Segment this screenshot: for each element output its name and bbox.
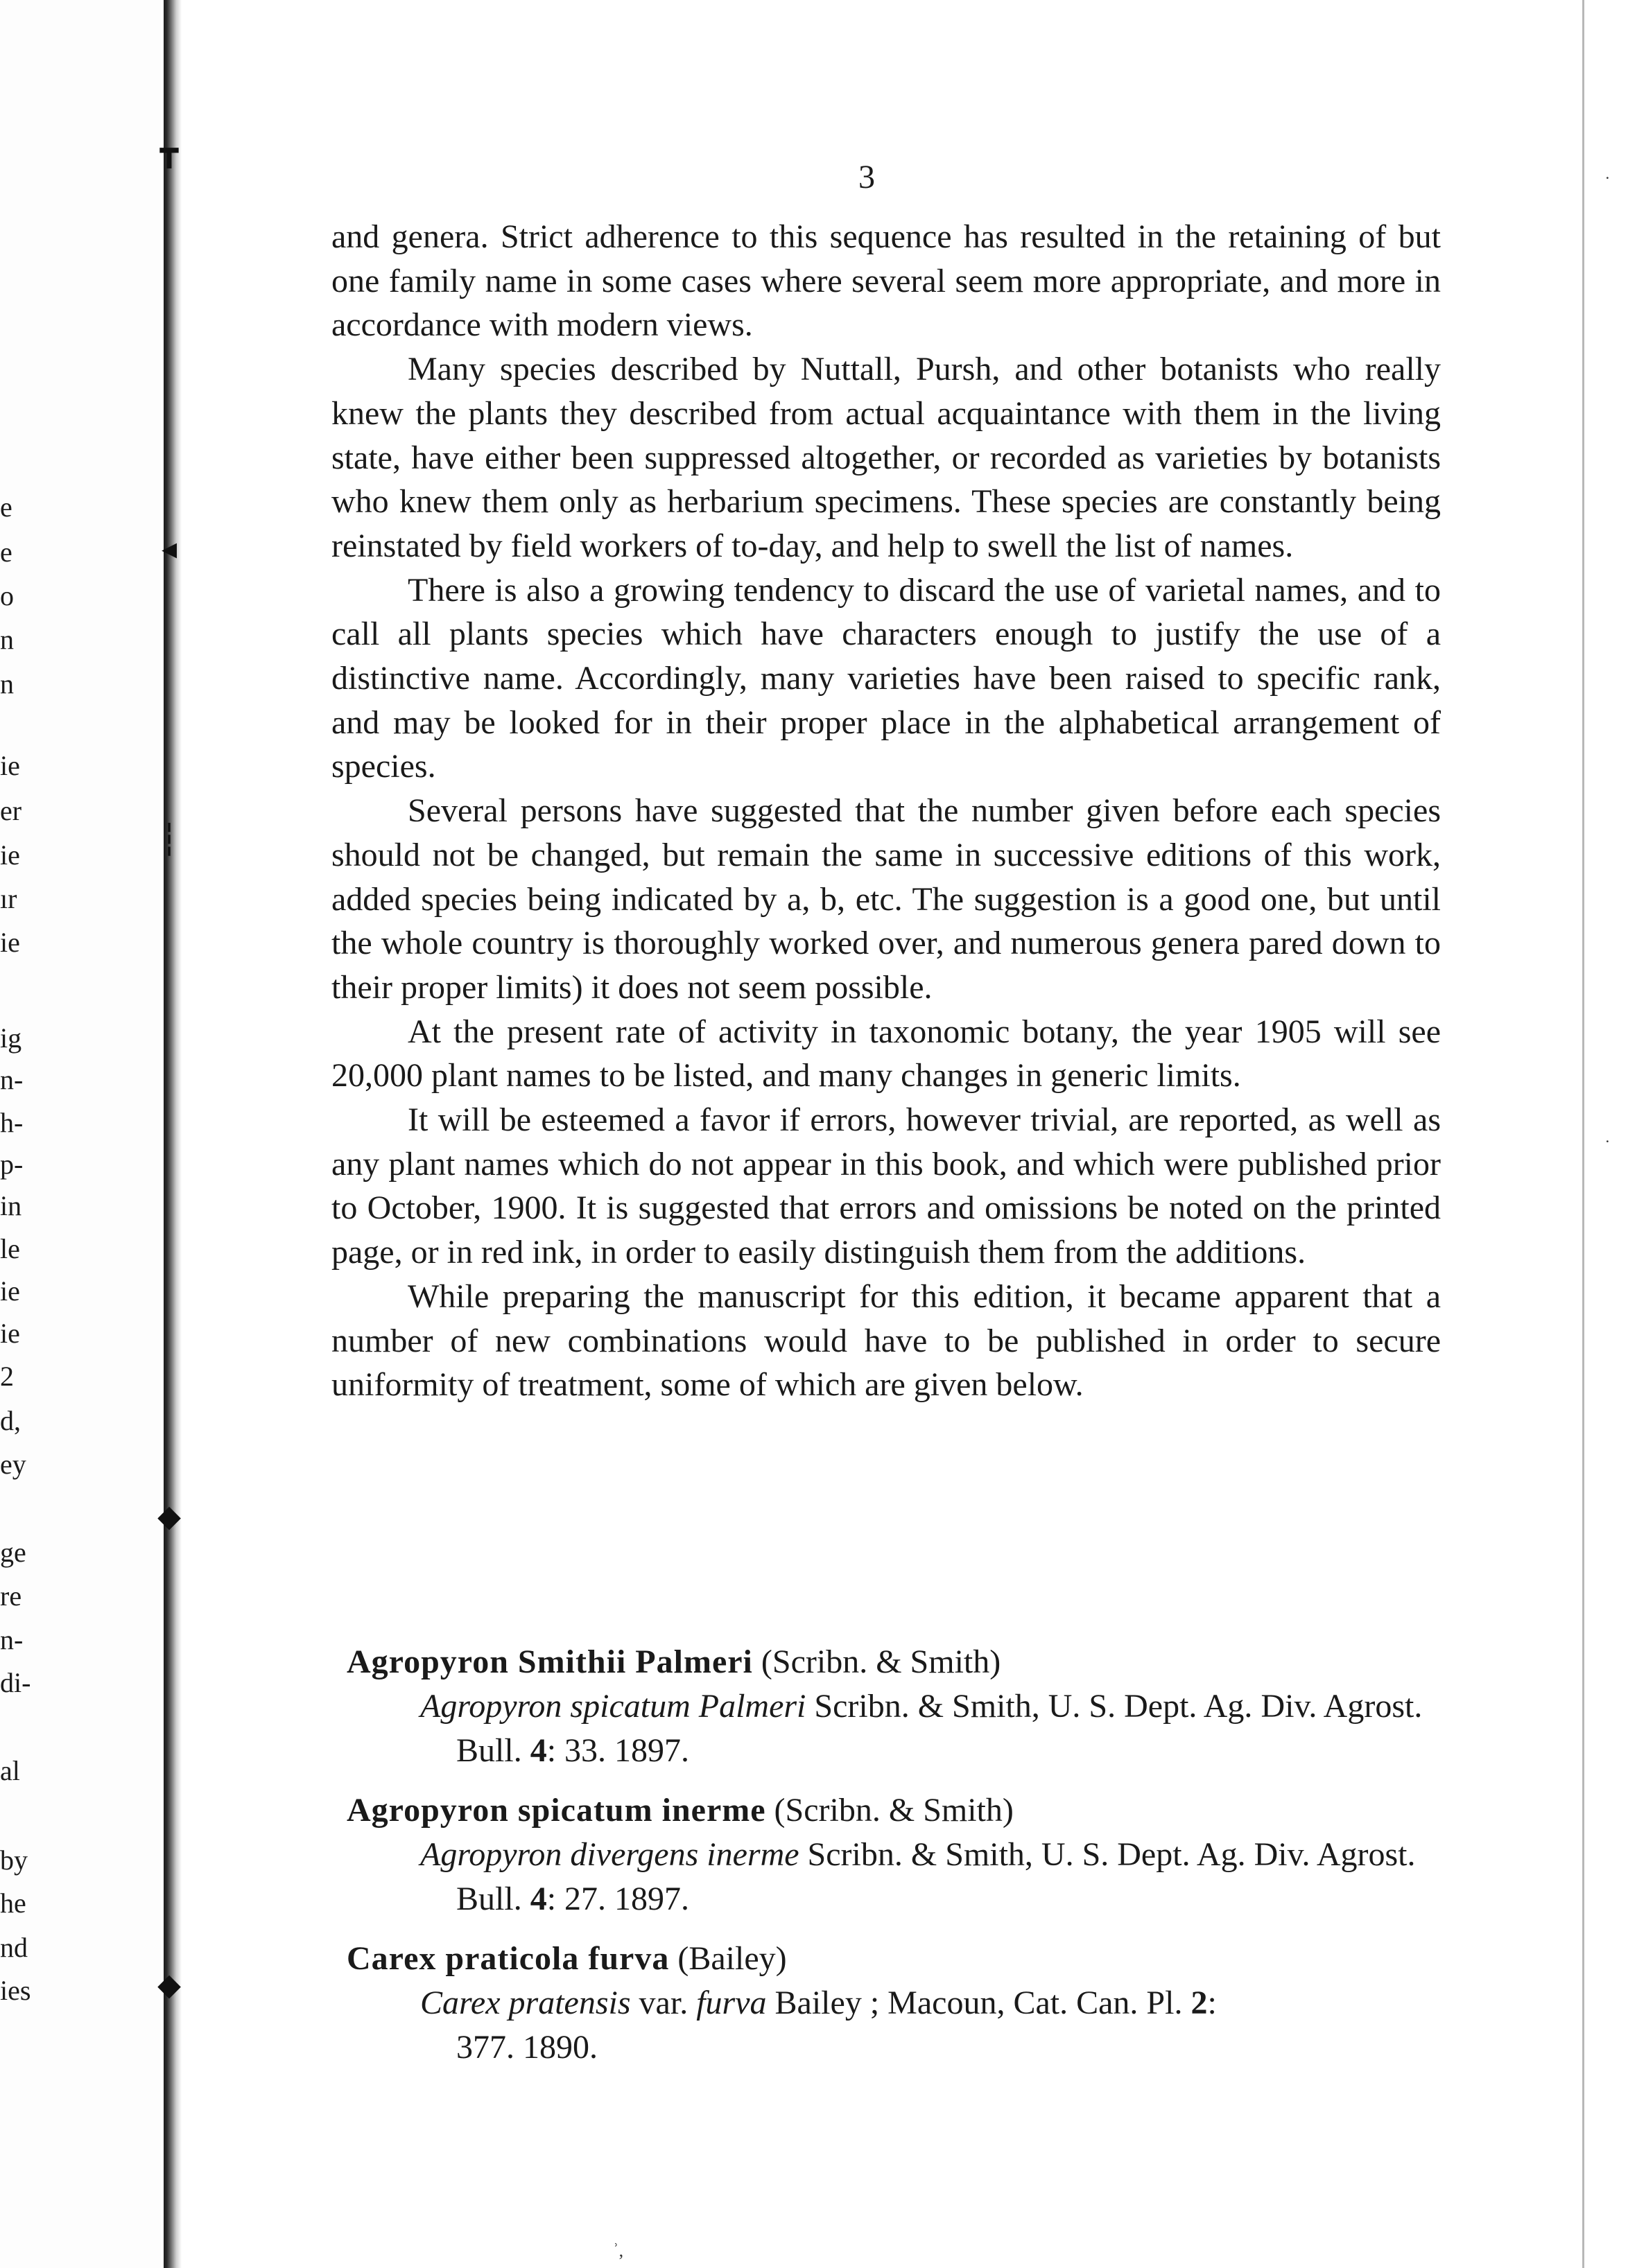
entry-heading xyxy=(347,1640,1442,1684)
left-page-text-fragment: n xyxy=(0,624,14,655)
left-page-text-fragment: o xyxy=(0,580,14,611)
gutter-mark: ┆ xyxy=(159,823,179,857)
entry-citation xyxy=(347,1981,1442,2070)
paragraph: There is also a growing tendency to discard the use of varietal names, and to call all plants species which have characters enough to justify the use of a distinctive name. Accordingly, many varieties have been raised to specific rank, and may be looked for in their proper place in the alphabetical arrangement of species. xyxy=(331,571,1441,785)
left-page-text-fragment: 2 xyxy=(0,1361,14,1392)
left-page-text-fragment: n- xyxy=(0,1624,24,1655)
left-page-text-fragment: e xyxy=(0,491,12,523)
basionym: Agropyron spicatum Palmeri xyxy=(420,1688,806,1725)
scan-speck: ˙ xyxy=(1604,173,1611,193)
left-page-text-fragment: by xyxy=(0,1844,28,1876)
left-page-text-fragment: ge xyxy=(0,1537,26,1568)
paragraph: At the present rate of activity in taxonomic botany, the year 1905 will see 20,000 plant names to be listed, and many changes in generic limits. xyxy=(331,1013,1441,1094)
left-page-text-fragment: ie xyxy=(0,1275,20,1307)
paragraph: Several persons have suggested that the number given before each species should not be changed, but remain the same in successive editions of this work, added species being indicated by a, b, etc. The suggestion is a good one, but until the whole country is thoroughly worked over, and numerous genera pared down to their proper limits) it does not seem possible. xyxy=(331,792,1441,1006)
left-page-text-fragment: ie xyxy=(0,839,20,871)
basionym-author: Scribn. & Smith, U. S. Dept. Ag. xyxy=(814,1688,1253,1725)
authority: (Scribn. & Smith) xyxy=(761,1643,1001,1680)
gutter-mark: ◆ xyxy=(157,1968,181,2002)
citation-suffix: : 33. 1897. xyxy=(546,1732,690,1769)
left-page-text-fragment: ig xyxy=(0,1022,22,1054)
entry-heading xyxy=(347,1788,1442,1833)
left-page-text-fragment: er xyxy=(0,795,22,826)
combination-entry xyxy=(347,1640,1442,1773)
left-page-text-fragment: al xyxy=(0,1755,20,1786)
left-page-text-fragment: ie xyxy=(0,750,20,781)
volume: 4 xyxy=(530,1732,547,1769)
left-page-text-fragment: le xyxy=(0,1233,20,1264)
left-page-text-fragment: e xyxy=(0,537,12,568)
authority: (Bailey) xyxy=(677,1940,787,1977)
left-page-text-fragment: n xyxy=(0,668,14,699)
left-page-text-fragment: nd xyxy=(0,1932,28,1963)
paragraph: and genera. Strict adherence to this sequence has resulted in the retaining of but one family name in some cases where several seem more appropriate, and more in accordance with modern views. xyxy=(331,218,1441,344)
left-page-text-fragment: d, xyxy=(0,1405,21,1436)
body-text xyxy=(331,215,1441,1407)
authority: (Scribn. & Smith) xyxy=(774,1792,1014,1829)
paragraph: While preparing the manuscript for this edition, it became apparent that a number of new combinations would have to be published in order to secure uniformity of treatment, some of which are given below. xyxy=(331,1277,1441,1404)
citation-line-2: 377. 1890. xyxy=(456,2029,598,2066)
volume: 4 xyxy=(530,1881,547,1917)
basionym: Carex pratensis xyxy=(420,1984,631,2021)
variety-name: furva xyxy=(696,1984,767,2021)
adjacent-page-fragment xyxy=(0,0,161,2268)
entry-citation xyxy=(347,1684,1442,1773)
basionym-author: Bailey ; Macoun, Cat. Can. Pl. xyxy=(766,1984,1191,2021)
citation-prefix: Div. Agrost. Bull. xyxy=(456,1836,1416,1917)
entry-heading xyxy=(347,1937,1442,1981)
combination-entry xyxy=(347,1937,1442,2070)
left-page-text-fragment: p- xyxy=(0,1149,24,1180)
entry-citation xyxy=(347,1833,1442,1921)
var-word: var. xyxy=(630,1984,697,2021)
basionym-author: Scribn. & Smith, U. S. Dept. Ag. xyxy=(807,1836,1246,1873)
paragraph: It will be esteemed a favor if errors, however trivial, are reported, as well as any plant names which do not appear in this book, and which were published prior to October, 1900. It is suggested that errors and omissions be noted on the printed page, or in red ink, in order to easily distinguish them from the additions. xyxy=(331,1101,1441,1271)
left-page-text-fragment: di- xyxy=(0,1667,31,1698)
left-page-text-fragment: h- xyxy=(0,1107,24,1138)
left-page-text-fragment: re xyxy=(0,1580,22,1612)
volume: 2 xyxy=(1190,1984,1208,2021)
scan-speck: ʾ, xyxy=(613,2240,624,2260)
new-combinations-list xyxy=(347,1640,1442,2085)
left-page-text-fragment: ır xyxy=(0,883,17,914)
left-page-text-fragment: ie xyxy=(0,1318,20,1349)
gutter-mark: ┳ xyxy=(159,134,179,168)
taxon-name: Agropyron Smithii Palmeri xyxy=(347,1643,753,1680)
citation-suffix: : xyxy=(1207,1984,1217,2021)
combination-entry xyxy=(347,1788,1442,1921)
left-page-text-fragment: n- xyxy=(0,1064,24,1095)
basionym: Agropyron divergens inerme xyxy=(420,1836,799,1873)
gutter-mark: ◂ xyxy=(161,532,177,566)
page-number: 3 xyxy=(858,159,875,195)
citation-suffix: : 27. 1897. xyxy=(546,1881,690,1917)
book-gutter xyxy=(164,0,182,2268)
citation-prefix: Div. Agrost. Bull. xyxy=(456,1688,1423,1769)
left-page-text-fragment: in xyxy=(0,1190,22,1221)
scan-speck: ˙ xyxy=(1604,1137,1611,1157)
left-page-text-fragment: ies xyxy=(0,1975,31,2006)
left-page-text-fragment: ie xyxy=(0,927,20,958)
gutter-mark: ◆ xyxy=(157,1499,181,1533)
paragraph: Many species described by Nuttall, Pursh, and other botanists who really knew the plants they described from actual acquaintance with them in the living state, have either been suppressed altogether, or recorded as varieties by botanists who knew them only as herbarium specimens. These species are constantly being reinstated by field workers of to-day, and help to swell the list of names. xyxy=(331,351,1441,564)
left-page-text-fragment: he xyxy=(0,1887,26,1919)
taxon-name: Carex praticola furva xyxy=(347,1940,670,1977)
taxon-name: Agropyron spicatum inerme xyxy=(347,1792,766,1829)
left-page-text-fragment: ey xyxy=(0,1449,26,1480)
